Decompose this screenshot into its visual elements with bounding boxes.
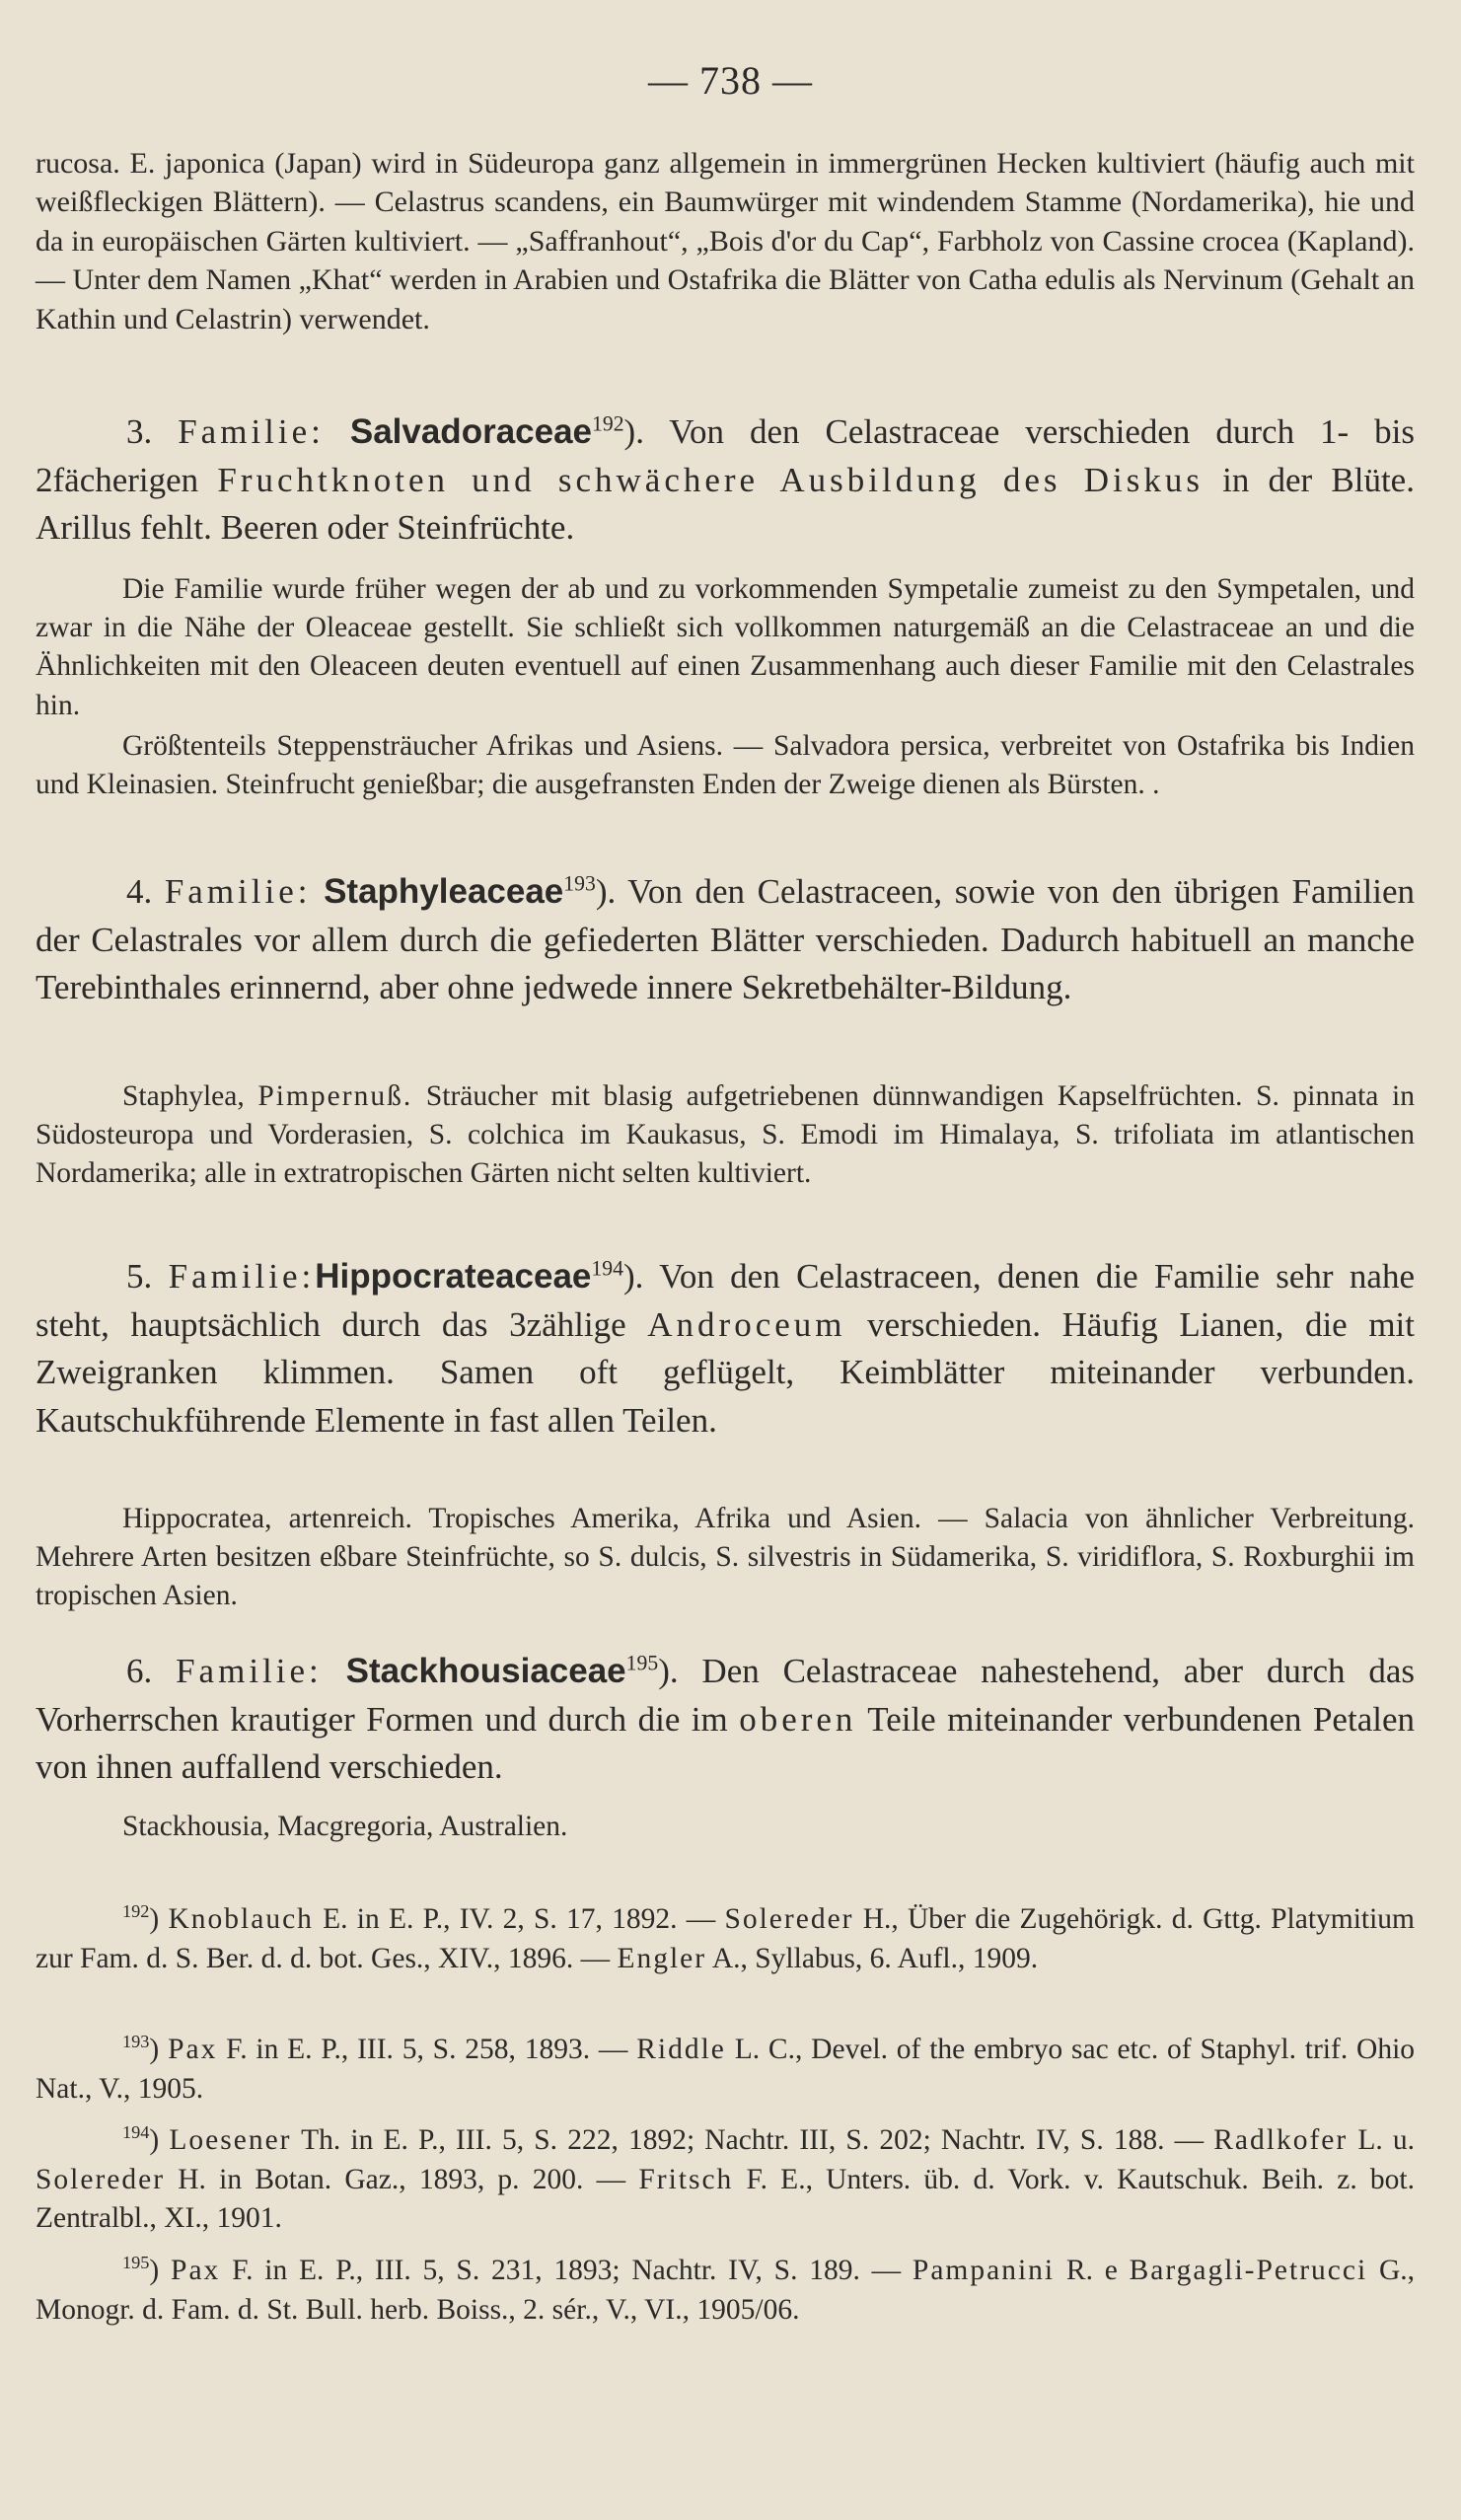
text-italic: Staphylea	[122, 1080, 238, 1112]
text: von ähnlicher Verbreitung. Mehrere Arten besitzen eßbare Steinfrüchte, so	[36, 1503, 1415, 1574]
text: im atlantischen Nordamerika; alle in extratropischen Gärten nicht selten kultiviert.	[36, 1119, 1415, 1190]
family-3-distribution	[36, 727, 1415, 804]
family-name: Staphyleaceae	[324, 872, 564, 911]
text: Bull. herb. Boiss., 2. sér., V., VI., 1905/06.	[298, 2293, 800, 2326]
text-italic: S. colchica	[428, 1119, 565, 1151]
text: F. in E. P., III. 5, S. 231, 1893; Nachtr. IV, S. 189. —	[220, 2255, 913, 2286]
text: , artenreich. Tropisches Amerika, Afrika und Asien. —	[264, 1503, 985, 1534]
text-italic: Celastrales	[91, 920, 243, 959]
text-italic: Celastraceae	[782, 1652, 958, 1690]
text: in Südosteuropa und Vorderasien,	[36, 1080, 1415, 1151]
footnote-number: 195	[122, 2253, 150, 2273]
text: in der Blüte. Arillus fehlt. Beeren oder Steinfrüchte.	[36, 460, 1415, 548]
text: nahestehend, aber durch das Vorherrschen krautiger Formen und durch die im	[36, 1652, 1416, 1739]
text-italic: Terebinthales	[36, 968, 222, 1007]
text: ). Von den	[623, 412, 826, 451]
text: H., Über die Zugehörigk. d. Gttg.	[853, 1903, 1272, 1935]
text: ). Von den Celastraceen, sowie von den übrigen Familien der	[36, 872, 1416, 959]
text-italic: S. dulcis, S. silvestris	[598, 1541, 851, 1574]
footnote-ref: 193	[563, 871, 596, 896]
text-spaced: Fruchtknoten und schwächere Ausbildung des Diskus	[217, 460, 1204, 499]
family-6-stackhousiaceae	[36, 1648, 1415, 1792]
text-spaced: Androceum	[647, 1304, 846, 1344]
text: im Kaukasus,	[564, 1119, 763, 1151]
footnote-193	[36, 2031, 1415, 2109]
family-4-staphyleaceae	[36, 868, 1415, 1012]
family-4-notes	[36, 1077, 1415, 1194]
text-italic: S. viridiflora, S. Roxburghii	[1045, 1541, 1376, 1574]
family-name: Salvadoraceae	[349, 412, 593, 451]
author-name: Knoblauch	[168, 1903, 314, 1935]
text: E. in E. P., IV. 2, S. 17, 1892. —	[313, 1903, 725, 1935]
family-number: 5.	[126, 1257, 169, 1296]
text: , Australien.	[426, 1811, 568, 1842]
author-name: Fritsch	[638, 2163, 734, 2195]
family-label: Familie:	[178, 412, 325, 451]
text-italic: Salvadora persica	[772, 730, 984, 762]
text-italic: Celastrales	[1286, 650, 1415, 683]
author-name: Pampanini	[912, 2255, 1056, 2286]
text: Sträucher mit blasig aufgetriebenen dünnwandigen Kapselfrüchten.	[412, 1080, 1257, 1112]
text: , ein Baumwürger mit windendem Stamme (Nordamerika), hie und da in europäischen Gärten kultiviert. — „Saffranhout“, „Bois d'or du Cap“, Farbholz von	[36, 185, 1415, 258]
paragraph-celastraceae-continued	[36, 144, 1415, 338]
text: F. in E. P., III. 5, S. 258, 1893. —	[217, 2034, 637, 2065]
author-name: Loesener	[169, 2124, 292, 2156]
text: Ohio Nat., V., 1905.	[36, 2034, 1416, 2105]
text: zur Fam. d. S. Ber. d. d. bot. Ges., XIV., 1896. —	[36, 1942, 618, 1974]
author-name: Pax	[168, 2034, 218, 2065]
footnote-number: 192	[122, 1901, 150, 1922]
author-name: Engler	[617, 1942, 707, 1974]
text: L. u.	[1348, 2124, 1415, 2156]
author-name: Pax	[171, 2255, 221, 2286]
text-italic: St.	[266, 2293, 299, 2326]
author-name: Solereder	[724, 1903, 854, 1935]
text-spaced: Pimpernuß.	[257, 1080, 413, 1112]
family-label: Familie:	[164, 872, 312, 911]
text: Größtenteils Steppensträucher Afrikas und Asiens. —	[122, 730, 773, 762]
text: als Nervinum (Gehalt an Kathin und Celastrin) verwendet.	[36, 263, 1415, 335]
family-name: Stackhousiaceae	[345, 1652, 626, 1690]
text: im Himalaya,	[878, 1119, 1075, 1151]
text: erinnernd, aber ohne jedwede innere Sekretbehälter-Bildung.	[221, 968, 1072, 1007]
footnote-192	[36, 1900, 1415, 1978]
family-5-notes	[36, 1500, 1415, 1616]
family-number: 3.	[126, 412, 179, 451]
family-number: 4.	[126, 872, 165, 911]
text: im tropischen Asien.	[36, 1541, 1415, 1612]
footnote-ref: 195	[625, 1651, 659, 1675]
text: an und die Ähnlichkeiten mit den Oleaceen deuten eventuell auf einen Zusammenhang auch dieser Familie mit den	[36, 612, 1415, 683]
author-name: Bargagli-Petrucci	[1129, 2255, 1368, 2286]
family-3-notes	[36, 570, 1415, 725]
text: L. C., Devel. of the embryo sac etc. of	[725, 2034, 1201, 2065]
text-spaced: oberen	[739, 1699, 857, 1739]
footnote-number: 193	[122, 2032, 150, 2052]
family-label: Familie:	[176, 1652, 323, 1690]
text: verschieden durch 1- bis 2fächerigen	[36, 412, 1416, 499]
footnote-194	[36, 2121, 1415, 2239]
family-number: 6.	[126, 1652, 177, 1690]
text: )	[149, 2255, 172, 2286]
text: vor allem durch die gefiederten Blätter verschieden. Dadurch habituell an manche	[242, 920, 1415, 959]
footnote-number: 194	[122, 2122, 150, 2143]
text: F. E., Unters. üb. d. Vork. v. Kautschuk. Beih. z. bot. Zentralbl., XI., 1901.	[36, 2163, 1415, 2234]
text: )	[149, 2124, 170, 2156]
family-6-notes	[36, 1808, 1415, 1846]
author-name: Solereder	[36, 2163, 166, 2195]
text: ). Den	[658, 1652, 783, 1690]
author-name: Radlkofer	[1213, 2124, 1349, 2156]
family-5-hippocrateaceae	[36, 1253, 1415, 1445]
family-name: Hippocrateaceae	[315, 1257, 592, 1296]
text: verschieden. Häufig Lianen, die mit Zweigranken klimmen. Samen oft geflügelt, Keimblätter miteinander verbunden. Kautschukführende Elemente in fast allen Teilen.	[36, 1304, 1416, 1440]
text: , verbreitet von Ostafrika bis Indien und Kleinasien. Steinfrucht genießbar; die ausgefransten Enden der Zweige dienen als Bürsten. .	[36, 730, 1415, 801]
text-italic: S. pinnata	[1256, 1080, 1379, 1112]
text-italic: Staphyl. trif.	[1200, 2034, 1349, 2065]
text: G., Monogr. d. Fam. d.	[36, 2255, 1415, 2326]
text: ). Von den Celastraceen, denen die Familie sehr nahe steht, hauptsächlich durch das 3zählige	[36, 1257, 1415, 1344]
text: Die Familie wurde früher wegen der ab und zu vorkommenden Sympetalie zumeist zu den Sympetalen, und zwar in die Nähe der	[36, 573, 1415, 644]
text-italic: Oleaceae	[305, 612, 412, 644]
text: Teile miteinander verbundenen Petalen von ihnen auffallend verschieden.	[36, 1699, 1415, 1787]
text-italic: S. trifoliata	[1074, 1119, 1214, 1151]
text: Th. in E. P., III. 5, S. 222, 1892; Nachtr. III, S. 202; Nachtr. IV, S. 188. —	[291, 2124, 1214, 2156]
footnote-195	[36, 2252, 1415, 2330]
text: (Kapland). — Unter dem Namen „Khat“ werden in Arabien und Ostafrika die Blätter von	[36, 224, 1415, 297]
text-italic: Catha edulis	[968, 263, 1116, 297]
text-italic: Celastrus scandens	[374, 185, 602, 219]
text-italic: S. Emodi	[762, 1119, 879, 1151]
text: ,	[237, 1080, 258, 1112]
text-italic: Celastraceae	[825, 412, 1000, 451]
footnote-ref: 194	[591, 1256, 623, 1281]
text-italic: Salacia	[984, 1503, 1068, 1534]
text-italic: rucosa. E. japonica	[36, 147, 265, 180]
author-name: Riddle	[636, 2034, 726, 2065]
text: A., Syllabus, 6. Aufl., 1909.	[706, 1942, 1039, 1974]
text: hin.	[36, 689, 81, 721]
family-3-salvadoraceae	[36, 408, 1415, 553]
footnote-ref: 192	[592, 411, 624, 436]
text: )	[149, 1903, 169, 1935]
text: H. in Botan. Gaz., 1893, p. 200. —	[165, 2163, 639, 2195]
text: )	[149, 2034, 169, 2065]
family-label: Familie:	[168, 1257, 316, 1296]
page-number: — 738 —	[648, 58, 813, 103]
text: (Japan) wird in Südeuropa ganz allgemein in immergrünen Hecken kultiviert (häufig auch mit weißfleckigen Blättern). —	[36, 147, 1415, 219]
text-italic: Celastraceae	[1127, 612, 1275, 644]
text: in Südamerika,	[850, 1541, 1046, 1574]
text: gestellt. Sie schließt sich vollkommen naturgemäß an die	[411, 612, 1128, 644]
text-italic: Stackhousia, Macgregoria	[122, 1811, 427, 1842]
text-italic: Platymitium	[1271, 1903, 1415, 1935]
text-italic: Cassine crocea	[1102, 224, 1279, 258]
text: R. e	[1055, 2255, 1130, 2286]
text-italic: Hippocratea	[122, 1503, 265, 1534]
